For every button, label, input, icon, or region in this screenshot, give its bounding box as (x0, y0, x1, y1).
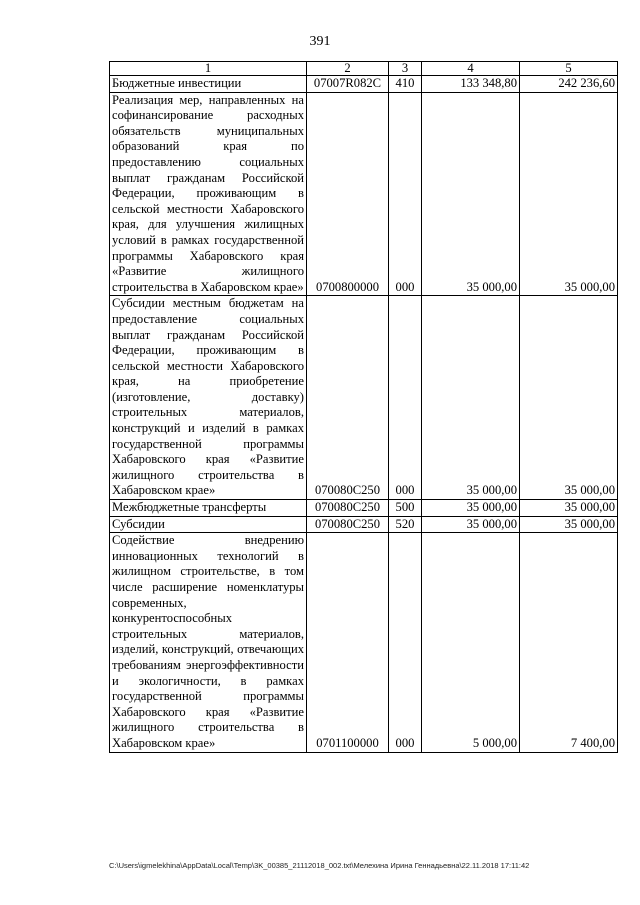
table-row (110, 76, 618, 93)
expense-name: Содействие внедрению инновационных технологий в жилищном строительстве, в том числе расширение номенклатуры современных, конкурентоспособных строительных материалов, изделий, конструкций, отвечающих требованиям энергоэффективности и экологичности, в рамках государственной программы Хабаровского края «Развитие жилищного строительства в Хабаровском крае» (110, 533, 307, 752)
amount-year-2: 35 000,00 (520, 92, 618, 296)
target-code: 070080С250 (307, 516, 389, 533)
amount-year-1: 5 000,00 (422, 533, 520, 752)
column-header: 1 (110, 62, 307, 76)
amount-year-1: 35 000,00 (422, 500, 520, 517)
expense-type-code: 000 (389, 296, 422, 500)
amount-year-2: 35 000,00 (520, 296, 618, 500)
column-header: 2 (307, 62, 389, 76)
amount-year-1: 35 000,00 (422, 516, 520, 533)
expense-name: Бюджетные инвестиции (110, 76, 307, 93)
table-row (110, 533, 618, 752)
table-row (110, 296, 618, 500)
expense-type-code: 000 (389, 533, 422, 752)
amount-year-1: 133 348,80 (422, 76, 520, 93)
table-row (110, 500, 618, 517)
target-code: 0701100000 (307, 533, 389, 752)
amount-year-2: 35 000,00 (520, 500, 618, 517)
amount-year-2: 7 400,00 (520, 533, 618, 752)
target-code: 070080С250 (307, 296, 389, 500)
column-header: 3 (389, 62, 422, 76)
table-row (110, 92, 618, 296)
expense-type-code: 410 (389, 76, 422, 93)
table-row (110, 516, 618, 533)
expense-name: Субсидии (110, 516, 307, 533)
amount-year-1: 35 000,00 (422, 296, 520, 500)
column-header: 5 (520, 62, 618, 76)
amount-year-1: 35 000,00 (422, 92, 520, 296)
target-code: 07007R082C (307, 76, 389, 93)
target-code: 070080С250 (307, 500, 389, 517)
table-header-row (110, 62, 618, 76)
page-number: 391 (309, 34, 331, 49)
budget-table (109, 61, 618, 753)
amount-year-2: 242 236,60 (520, 76, 618, 93)
expense-name: Реализация мер, направленных на софинансирование расходных обязательств муниципальных образований края по предоставлению социальных выплат гражданам Российской Федерации, проживающим в сельской местности Хабаровского края, для улучшения жилищных условий в рамках государственной программы Хабаровского края «Развитие жилищного строительства в Хабаровском крае» (110, 92, 307, 296)
expense-type-code: 520 (389, 516, 422, 533)
column-header: 4 (422, 62, 520, 76)
expense-type-code: 000 (389, 92, 422, 296)
expense-type-code: 500 (389, 500, 422, 517)
file-path-footer: C:\Users\igmelekhina\AppData\Local\Temp\3K_00385_21112018_002.txt\Мелехина Ирина Геннадьевна\22.11.2018 17:11:42 (109, 861, 530, 870)
target-code: 0700800000 (307, 92, 389, 296)
amount-year-2: 35 000,00 (520, 516, 618, 533)
expense-name: Субсидии местным бюджетам на предоставление социальных выплат гражданам Российской Федерации, проживающим в сельской местности Хабаровского края, на приобретение (изготовление, доставку) строительных материалов, конструкций и изделий в рамках государственной программы Хабаровского края «Развитие жилищного строительства в Хабаровском крае» (110, 296, 307, 500)
expense-name: Межбюджетные трансферты (110, 500, 307, 517)
